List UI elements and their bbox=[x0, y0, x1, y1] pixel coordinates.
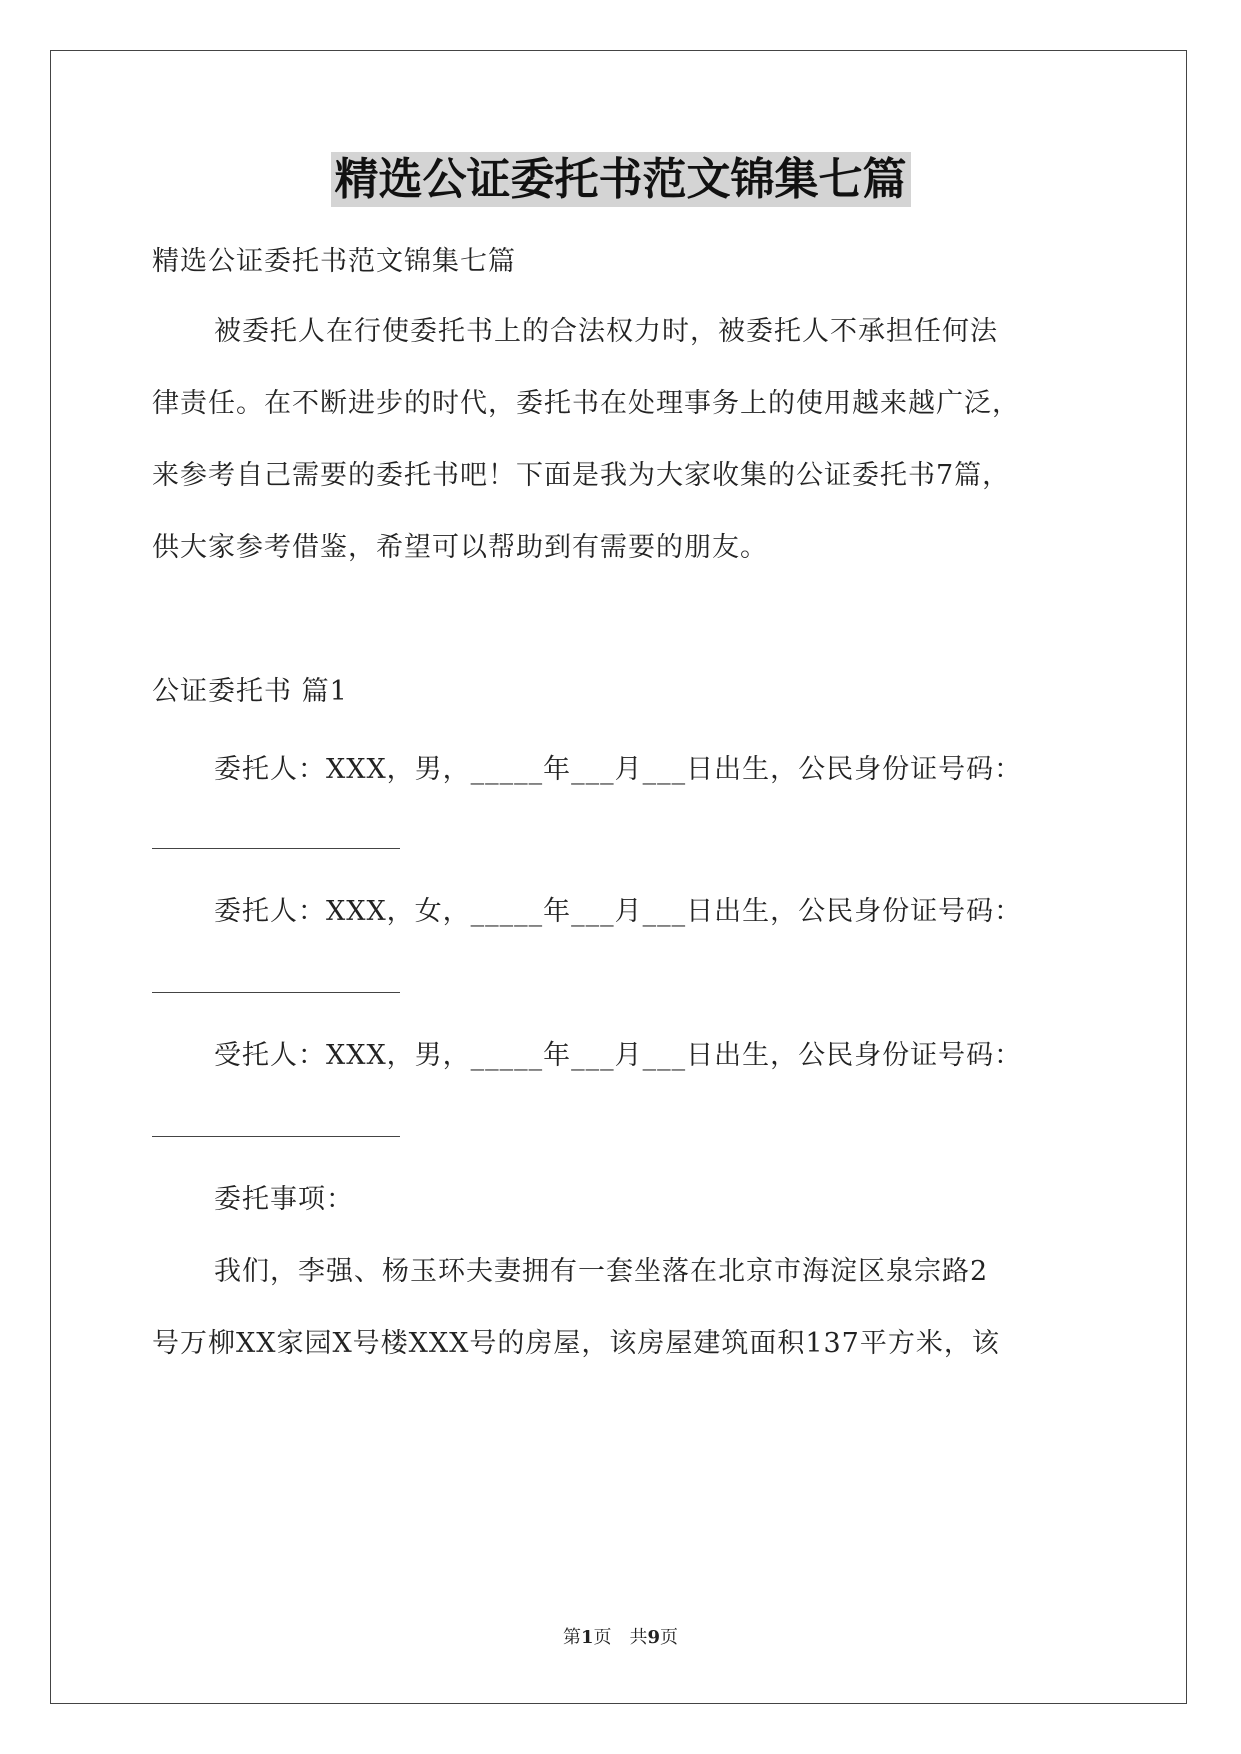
id-number-blank-1 bbox=[152, 848, 400, 849]
intro-line-4: 供大家参考借鉴，希望可以帮助到有需要的朋友。 bbox=[152, 532, 768, 563]
intro-line-3: 来参考自己需要的委托书吧！下面是我为大家收集的公证委托书7篇， bbox=[152, 460, 1011, 491]
intro-line-2: 律责任。在不断进步的时代，委托书在处理事务上的使用越来越广泛， bbox=[152, 388, 1020, 419]
party-line-3: 受托人：XXX，男，_____年___月___日出生，公民身份证号码： bbox=[214, 1040, 1023, 1071]
document-subtitle: 精选公证委托书范文锦集七篇 bbox=[152, 246, 516, 277]
intro-line-1: 被委托人在行使委托书上的合法权力时，被委托人不承担任何法 bbox=[214, 316, 998, 347]
page-footer bbox=[0, 1626, 1241, 1650]
footer-page-current: 1 bbox=[580, 1627, 594, 1648]
page-frame bbox=[50, 50, 1187, 1704]
footer-page-mid: 页 bbox=[593, 1627, 612, 1648]
footer-total-suffix: 页 bbox=[660, 1627, 679, 1648]
body-line-1: 我们，李强、杨玉环夫妻拥有一套坐落在北京市海淀区泉宗路2 bbox=[214, 1256, 989, 1287]
footer-total-prefix: 共 bbox=[629, 1627, 648, 1648]
document-title bbox=[0, 150, 1241, 210]
document-title-text: 精选公证委托书范文锦集七篇 bbox=[331, 152, 911, 207]
section-heading: 公证委托书 篇1 bbox=[152, 676, 348, 707]
party-line-1: 委托人：XXX，男，_____年___月___日出生，公民身份证号码： bbox=[214, 754, 1023, 785]
matters-label: 委托事项： bbox=[214, 1184, 354, 1215]
footer-page-prefix: 第 bbox=[562, 1627, 581, 1648]
body-line-2: 号万柳XX家园X号楼XXX号的房屋，该房屋建筑面积137平方米，该 bbox=[152, 1328, 1000, 1359]
id-number-blank-2 bbox=[152, 992, 400, 993]
party-line-2: 委托人：XXX，女，_____年___月___日出生，公民身份证号码： bbox=[214, 896, 1023, 927]
footer-page-total: 9 bbox=[647, 1627, 661, 1648]
id-number-blank-3 bbox=[152, 1136, 400, 1137]
